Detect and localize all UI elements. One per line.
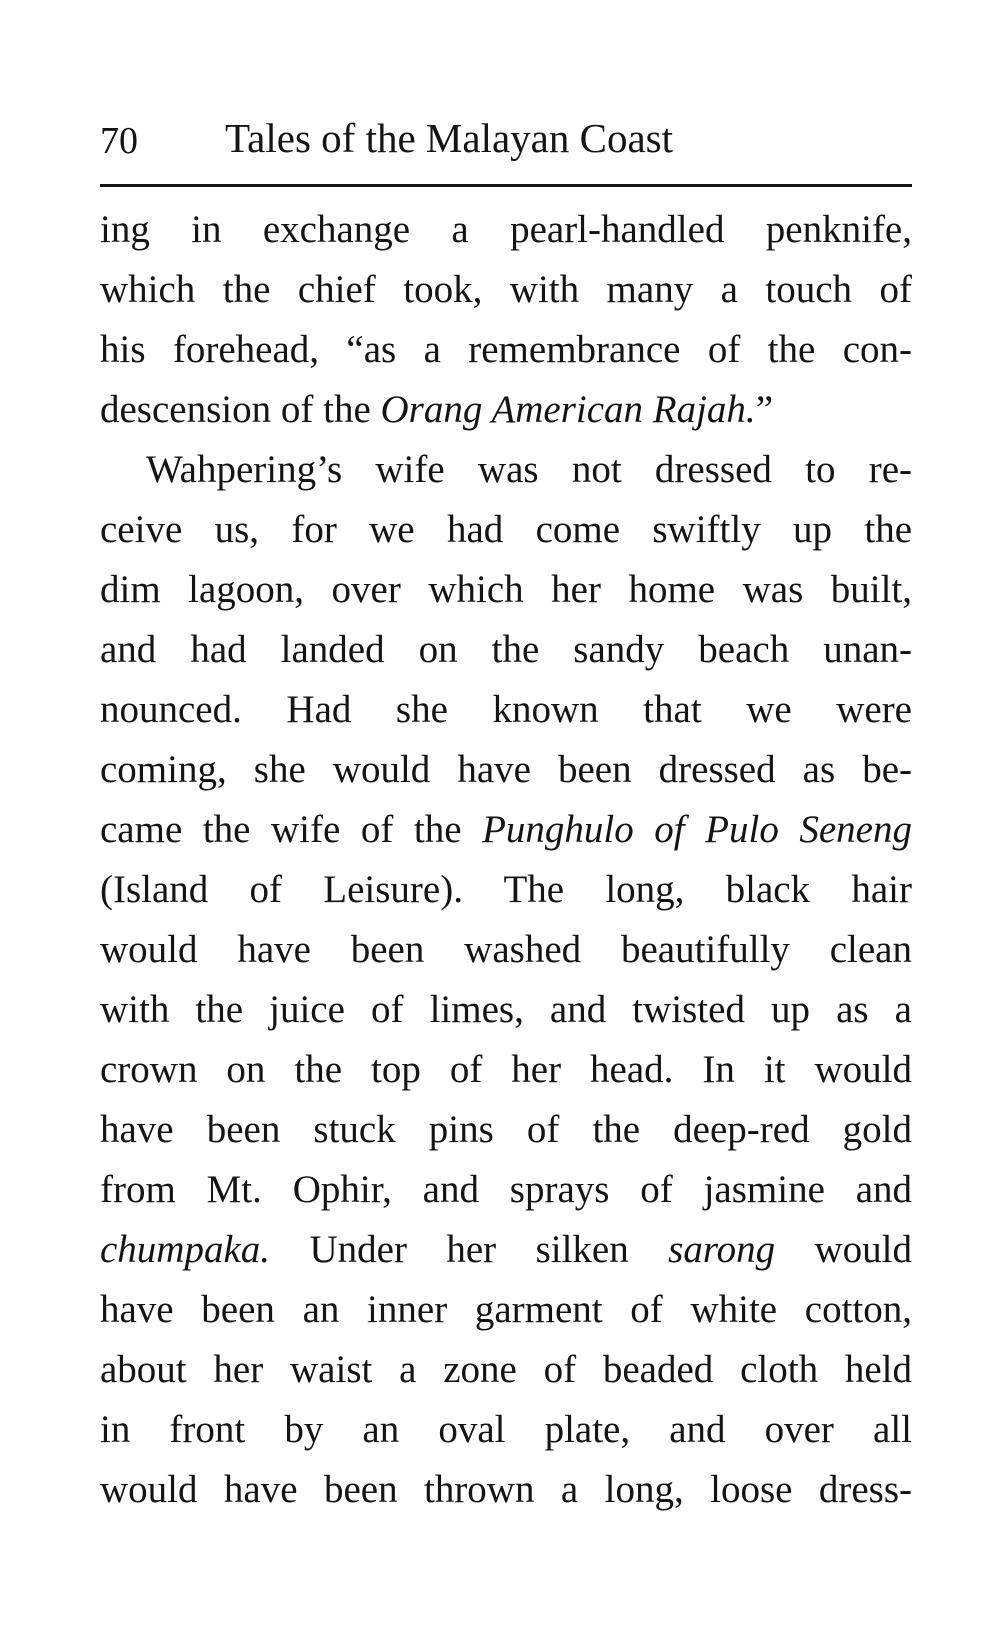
text-line: coming, she would have been dressed as be- bbox=[100, 748, 912, 791]
text-line: came the wife of the Punghulo of Pulo Seneng bbox=[100, 808, 912, 851]
page-header bbox=[100, 108, 912, 168]
text-line: from Mt. Ophir, and sprays of jasmine and bbox=[100, 1168, 912, 1211]
text-line: descension of the Orang American Rajah.” bbox=[100, 388, 773, 431]
text-line: would have been washed beautifully clean bbox=[100, 928, 912, 971]
text-line: (Island of Leisure). The long, black hair bbox=[100, 868, 912, 911]
header-rule bbox=[100, 184, 912, 187]
text-line: crown on the top of her head. In it would bbox=[100, 1048, 912, 1091]
text-line: have been an inner garment of white cotton, bbox=[100, 1288, 912, 1331]
text-line: about her waist a zone of beaded cloth held bbox=[100, 1348, 912, 1391]
text-line: have been stuck pins of the deep-red gold bbox=[100, 1108, 912, 1151]
italic-phrase: Punghulo of Pulo Seneng bbox=[482, 808, 912, 851]
text-line: nounced. Had she known that we were bbox=[100, 688, 912, 731]
text-line: with the juice of limes, and twisted up as a bbox=[100, 988, 912, 1031]
text-line: would have been thrown a long, loose dress- bbox=[100, 1468, 912, 1511]
running-title: Tales of the Malayan Coast bbox=[225, 115, 673, 161]
text-line: dim lagoon, over which her home was built, bbox=[100, 568, 912, 611]
text-line: chumpaka. Under her silken sarong would bbox=[100, 1228, 912, 1271]
text-line: in front by an oval plate, and over all bbox=[100, 1408, 912, 1451]
text-line: ceive us, for we had come swiftly up the bbox=[100, 508, 912, 551]
text-line: his forehead, “as a remembrance of the con- bbox=[100, 328, 912, 371]
italic-phrase: Orang American Rajah. bbox=[380, 388, 756, 431]
text-line: which the chief took, with many a touch of bbox=[100, 268, 912, 311]
body-text bbox=[100, 200, 912, 1520]
text-line: Wahpering’s wife was not dressed to re- bbox=[146, 448, 912, 491]
text-line: ing in exchange a pearl-handled penknife, bbox=[100, 208, 912, 251]
text-line: and had landed on the sandy beach unan- bbox=[100, 628, 912, 671]
page-number: 70 bbox=[100, 120, 138, 162]
italic-phrase: chumpaka. bbox=[100, 1228, 271, 1271]
italic-phrase: sarong bbox=[668, 1228, 776, 1271]
